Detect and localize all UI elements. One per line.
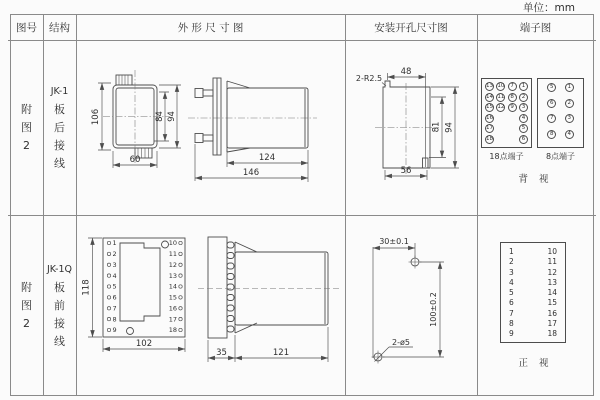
terminal-number: 3 (565, 114, 574, 123)
terminal-number: 18 (547, 329, 557, 338)
terminal-number: 6 (547, 99, 556, 108)
terminal-number: 1 (112, 239, 117, 248)
figure-no-text: 附图2 (21, 102, 32, 152)
structure-cell-row2 (43, 215, 76, 396)
terminal-number: 2 (112, 250, 117, 259)
terminal-number: 10 (497, 83, 505, 89)
terminal-number: 6 (112, 293, 117, 302)
terminal-number: 10 (547, 247, 557, 256)
terminal-number: 10 (168, 239, 177, 248)
terminal-number: 13 (547, 277, 557, 287)
header-outline: 外 形 尺 寸 图 (177, 21, 244, 34)
terminal-number: 15 (168, 293, 177, 302)
terminal-number: 17 (168, 315, 177, 324)
cutout-outline (383, 81, 430, 168)
front-terminal-numbers (113, 239, 178, 334)
terminal-number: 16 (486, 114, 493, 121)
dim-total-height: 106 (91, 108, 101, 126)
structure-cell-row1 (43, 40, 76, 215)
terminal-number: 11 (497, 93, 505, 100)
terminal-number: 8 (509, 318, 514, 328)
dim-panel-depth: 35 (216, 348, 227, 358)
dim-height: 118 (81, 279, 92, 296)
terminal-column (485, 82, 494, 144)
terminal-8pt-label: 8点端子 (545, 152, 576, 161)
terminal-number: 6 (509, 298, 514, 308)
terminal-number: 9 (112, 326, 117, 335)
terminal-number: 7 (547, 114, 556, 123)
terminal-18pt-label: 18点端子 (489, 152, 524, 161)
terminal-number: 3 (509, 267, 514, 277)
terminal-number: 13 (168, 271, 177, 280)
terminal-number: 9 (509, 329, 514, 338)
dim-case-height: 94 (167, 111, 177, 122)
terminal-number: 16 (168, 304, 177, 313)
dim-inner-height: 81 (431, 121, 442, 133)
terminal-number: 7 (508, 82, 517, 91)
terminal-number: 5 (519, 124, 528, 133)
mounting-drawing-jk1 (345, 40, 477, 215)
model-name: JK-1Q (47, 263, 72, 275)
terminal-number: 5 (547, 83, 556, 92)
dim-hole-spacing-y: 100±0.2 (429, 292, 438, 327)
terminal-number: 4 (509, 277, 514, 287)
outline-drawing-jk1q (76, 215, 345, 396)
terminal-number: 17 (547, 318, 557, 328)
terminal-number: 15 (547, 298, 557, 308)
figure-no-text: 附图2 (21, 280, 32, 330)
terminal-number: 16 (547, 308, 557, 318)
terminal-number: 5 (112, 282, 117, 291)
terminal-number: 14 (168, 282, 177, 291)
figure-no-cell-row1 (10, 40, 43, 215)
mounting-drawing-jk1q (345, 215, 477, 396)
terminal-column (508, 82, 517, 144)
header-mounting: 安装开孔尺寸图 (374, 21, 448, 34)
terminal-column (496, 82, 505, 144)
dim-width: 60 (129, 155, 141, 165)
terminal-diagram-cell-jk1q (477, 215, 594, 396)
terminal-diagram-cell-jk1 (477, 40, 594, 215)
view-orientation-label: 背 视 (518, 174, 553, 185)
dimension-labels (91, 109, 275, 178)
terminal-block-18pt (481, 78, 532, 148)
terminal-number: 5 (509, 288, 514, 297)
terminal-number: 1 (565, 83, 574, 92)
terminal-column (565, 83, 574, 143)
dim-total-depth: 146 (242, 168, 260, 178)
terminal-number: 8 (547, 130, 556, 139)
terminal-number: 11 (168, 250, 177, 259)
terminal-number: 2 (565, 99, 574, 108)
dim-hole-spacing-x: 30±0.1 (379, 237, 409, 246)
terminal-number: 12 (168, 261, 177, 269)
centerlines (375, 83, 439, 174)
terminal-number: 1 (519, 82, 528, 91)
terminal-number: 3 (112, 261, 117, 269)
terminal-number: 4 (519, 114, 528, 123)
terminal-number: 15 (486, 104, 493, 111)
dim-body-depth: 121 (272, 348, 290, 358)
terminal-column-left (509, 247, 514, 338)
terminal-column-right (547, 247, 557, 338)
unit-label: 单位：mm (523, 2, 575, 14)
terminal-number: 6 (519, 135, 528, 144)
terminal-block-8pt (537, 78, 584, 148)
centerlines (103, 70, 317, 163)
side-view-body (208, 237, 328, 338)
dim-width: 102 (135, 339, 153, 349)
header-structure: 结构 (49, 21, 70, 34)
terminal-number: 4 (565, 130, 574, 139)
terminal-number: 2 (509, 257, 514, 267)
dimension-labels (356, 67, 455, 176)
dim-bottom-width: 56 (400, 166, 412, 176)
outline-drawing-jk1 (76, 40, 345, 215)
holes-count-label: 2-ø5 (392, 338, 410, 347)
terminal-column (547, 83, 556, 143)
dim-top-width: 48 (400, 67, 412, 77)
header-terminal: 端子图 (519, 21, 552, 34)
terminal-number: 3 (519, 103, 528, 112)
slot-radius-label: 2-R2.5 (355, 74, 383, 83)
dim-inner-height: 84 (155, 111, 165, 122)
terminal-number: 7 (509, 308, 514, 318)
terminal-number: 11 (547, 257, 557, 267)
terminal-number: 17 (486, 125, 493, 132)
terminal-number: 12 (497, 104, 505, 111)
header-figure-no: 图号 (16, 21, 37, 34)
dim-body-depth: 124 (258, 153, 276, 163)
terminal-column (519, 82, 528, 144)
dim-full-height: 94 (444, 122, 455, 133)
terminal-number: 14 (547, 288, 557, 297)
terminal-number: 4 (112, 271, 117, 280)
terminal-number: 13 (486, 83, 493, 89)
terminal-number: 7 (112, 304, 117, 313)
terminal-number: 8 (112, 315, 117, 324)
wiring-type: 板后接线 (54, 102, 65, 170)
terminal-number: 2 (519, 93, 528, 102)
model-name: JK-1 (50, 85, 69, 97)
terminal-number: 1 (509, 247, 514, 256)
terminal-number: 8 (508, 93, 517, 102)
terminal-number: 12 (547, 267, 557, 277)
terminal-number: 18 (486, 135, 493, 142)
dimension-labels (379, 237, 438, 347)
side-view-case (195, 78, 308, 155)
terminal-number: 18 (168, 326, 177, 335)
terminal-number: 14 (486, 93, 493, 100)
terminal-table-box (500, 242, 566, 343)
wiring-type: 板前接线 (54, 280, 65, 348)
terminal-number: 9 (508, 103, 517, 112)
view-orientation-label: 正 视 (518, 358, 553, 369)
figure-no-cell-row2 (10, 215, 43, 396)
